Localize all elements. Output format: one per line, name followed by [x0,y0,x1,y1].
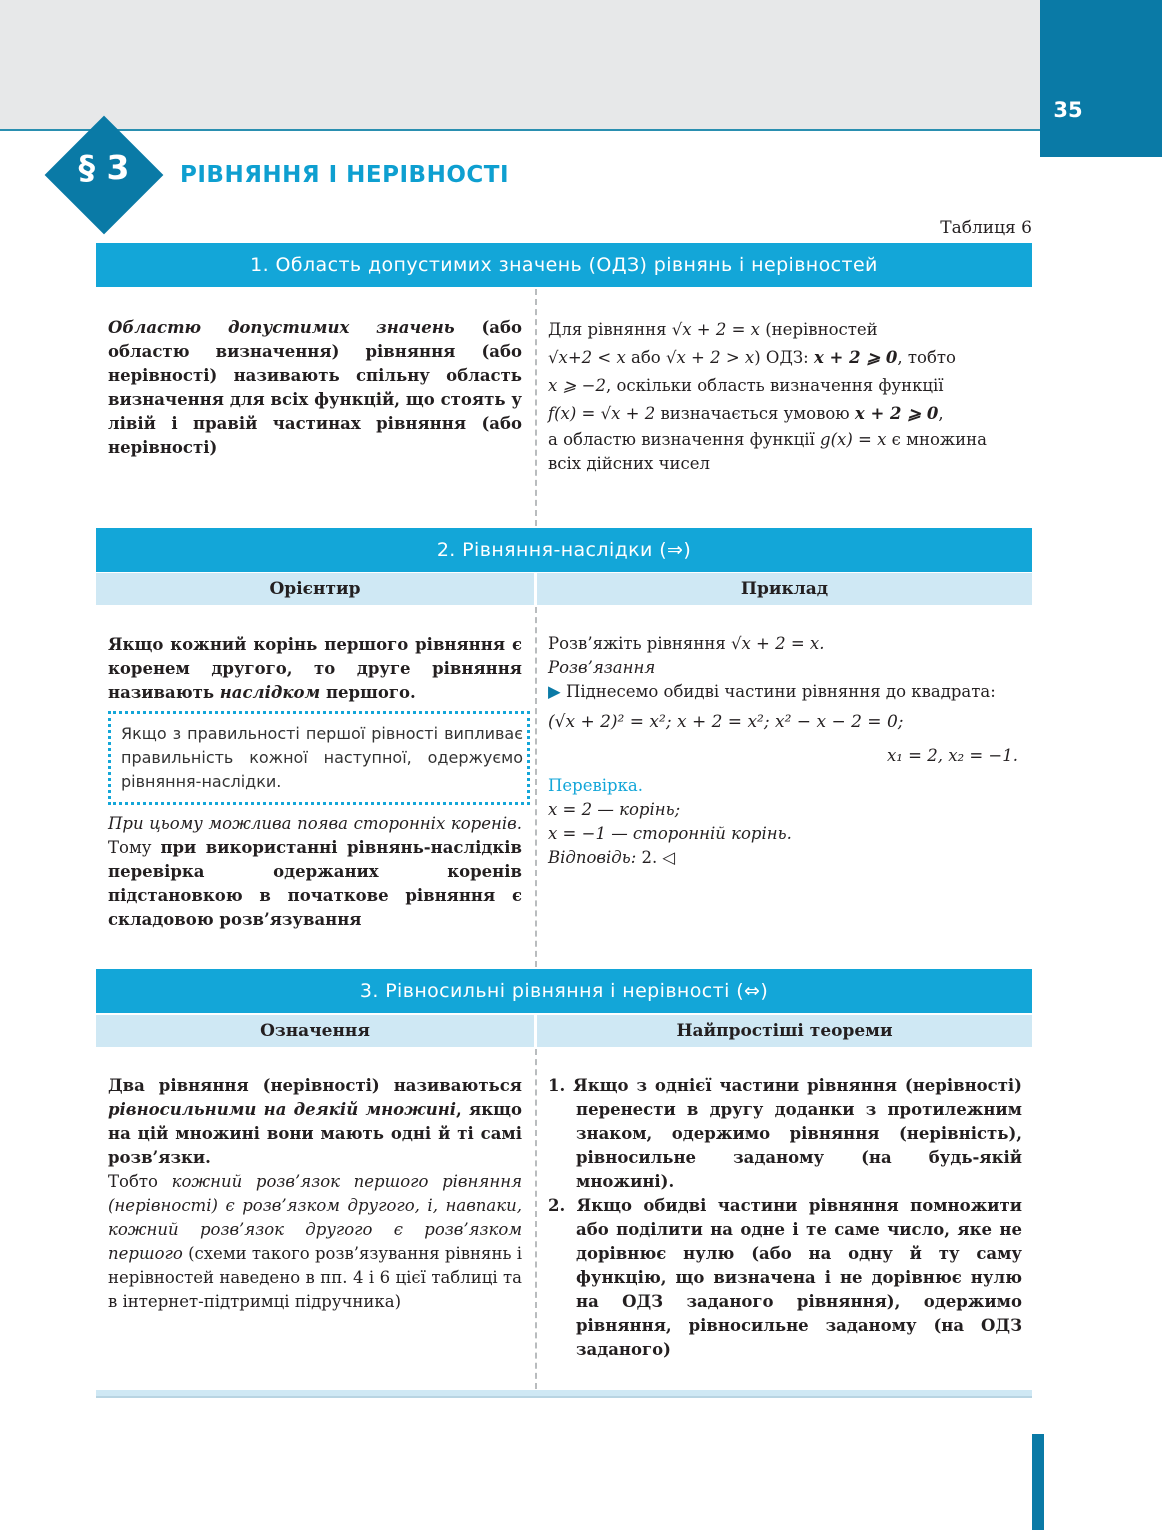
bottom-side-bar [1032,1434,1044,1530]
block3-divider [535,1049,537,1389]
text-inequalities: (нерівностей [765,320,878,339]
block2-example [548,632,1022,870]
explanation-italic: кожний розв’язок першого рівняння (нерівності) є розв’язком другого, і, навпаки, кожний розв’язок другого є розв’язком першого [108,1172,522,1263]
explanation-start: Тобто [108,1172,172,1191]
answer-line [548,846,1022,870]
text-odz: ) ОДЗ: [754,348,814,367]
block2-col-right: Приклад [537,573,1032,605]
table-label: Таблиця 6 [940,218,1032,238]
top-band [0,0,1162,131]
rule-text: Якщо кожний корінь першого рівняння є коренем другого, то друге рівняння називають [108,635,522,702]
block1-example [548,316,1018,476]
task-line [548,632,1022,656]
text-domain-function: , оскільки область визначення функції [605,376,944,395]
task-text: Розв’яжіть рівняння [548,634,731,653]
definition-text: Два рівняння (нерівності) називаються [108,1076,522,1095]
page-tab [1040,0,1162,157]
block2-divider [535,607,537,967]
play-triangle-icon: ▶ [548,682,561,701]
block1-line3 [548,372,1018,400]
warning-italic: При цьому можлива поява сторонніх коренів. [108,814,522,833]
block1-heading: 1. Область допустимих значень (ОДЗ) рівнянь і нерівностей [96,243,1032,287]
text-comma: , [938,404,944,423]
block1-divider [535,289,537,526]
answer-value: 2. ◁ [636,848,676,867]
block1-line1 [548,316,1018,344]
text-domain-g: а областю визначення функції [548,430,821,449]
block3-col-right: Найпростіші теореми [537,1015,1032,1047]
block2-warning [108,812,522,932]
step-line [548,680,1022,704]
odz-condition: x + 2 ⩾ 0 [813,348,898,367]
equation-sqrt: √x + 2 = x [671,320,760,339]
rule-term: наслідком [219,683,321,702]
block3-col-left: Означення [96,1015,534,1047]
check-root-1: x = 2 — корінь; [548,800,681,819]
block1-line5 [548,428,1018,476]
theorem-1: 1. Якщо з однієї частини рівняння (нерівності) перенести в другу доданки з протилежним знаком, одержимо рівняння (нерівність), рівносильне заданому (на будь-якій множині). [548,1076,1022,1191]
text-or: або [625,348,666,367]
function-g: g(x) = x [820,430,887,449]
block3-theorems [548,1074,1022,1362]
function-f: f(x) = √x + 2 [548,404,656,423]
task-equation: √x + 2 = x. [730,634,825,653]
text-that-is: , тобто [897,348,956,367]
block1-definition-text: (або областю визначення) рівняння (або нерівності) називають спільну область визначення для всіх функцій, що стоять у лівій і правій частинах рівняння (або нерівності) [108,318,522,457]
theorem-2: 2. Якщо обидві частини рівняння помножити або поділити на одне і те саме число, яке не дорівнює нулю (або на одну й ту саму функцію, що визначена і не дорівнює нулю на ОДЗ заданого рівняння), одержимо рівняння, рівносильне заданому (на ОДЗ заданого) [548,1196,1022,1359]
text-for-equation: Для рівняння [548,320,672,339]
answer-label: Відповідь: [548,848,637,867]
warning-text: Тому [108,838,161,857]
table-bottom-rule [96,1390,1032,1398]
text-defined-by: визначається умовою [655,404,855,423]
block1-line2 [548,344,1018,372]
inequality-greater: √x + 2 > x [665,348,755,367]
warning-bold: при використанні рівнянь-наслідків перевірка одержаних коренів підстановкою в початкове рівняння є складовою розв’язування [108,838,522,929]
rule-end: першого. [320,683,416,702]
page-number: 35 [1053,98,1083,122]
section-number: § 3 [78,148,130,187]
block2-heading: 2. Рівняння-наслідки (⇒) [96,528,1032,572]
explanation-end: (схеми такого розв’язування рівнянь і нерівностей наведено в пп. 4 і 6 цієї таблиці та в інтернет-підтримці підручника) [108,1244,522,1311]
block2-col-left: Орієнтир [96,573,534,605]
check-root-2: x = −1 — сторонній корінь. [548,824,792,843]
check-label: Перевірка. [548,776,644,795]
block1-line4 [548,400,1018,428]
block3-definition [108,1074,522,1314]
definition-end: , якщо на цій множині вони мають одні й ті самі розв’язки. [108,1100,522,1167]
block2-note-box: Якщо з правильності першої рівності випливає правильність кожної наступної, одержуємо рівняння-наслідки. [108,711,530,805]
text-all-reals: є множина всіх дійсних чисел [548,430,987,473]
block1-term: Областю допустимих значень [108,318,455,337]
condition-2: x + 2 ⩾ 0 [854,404,939,423]
definition-term: рівносильними на деякій множині [108,1100,457,1119]
roots-line: x₁ = 2, x₂ = −1. [886,746,1018,765]
solution-label: Розв’язання [548,658,656,677]
inequality-less: √x+2 < x [548,348,626,367]
step-text: Піднесемо обидві частини рівняння до квадрата: [565,682,996,701]
section-title: РІВНЯННЯ І НЕРІВНОСТІ [180,162,510,188]
block3-heading: 3. Рівносильні рівняння і нерівності (⇔) [96,969,1032,1013]
block2-rule [108,633,522,705]
block3-explanation [108,1170,522,1314]
block1-definition [108,316,522,460]
equations-line: (√x + 2)² = x²; x + 2 = x²; x² − x − 2 = 0; [548,712,904,732]
x-condition: x ⩾ −2 [548,376,606,395]
